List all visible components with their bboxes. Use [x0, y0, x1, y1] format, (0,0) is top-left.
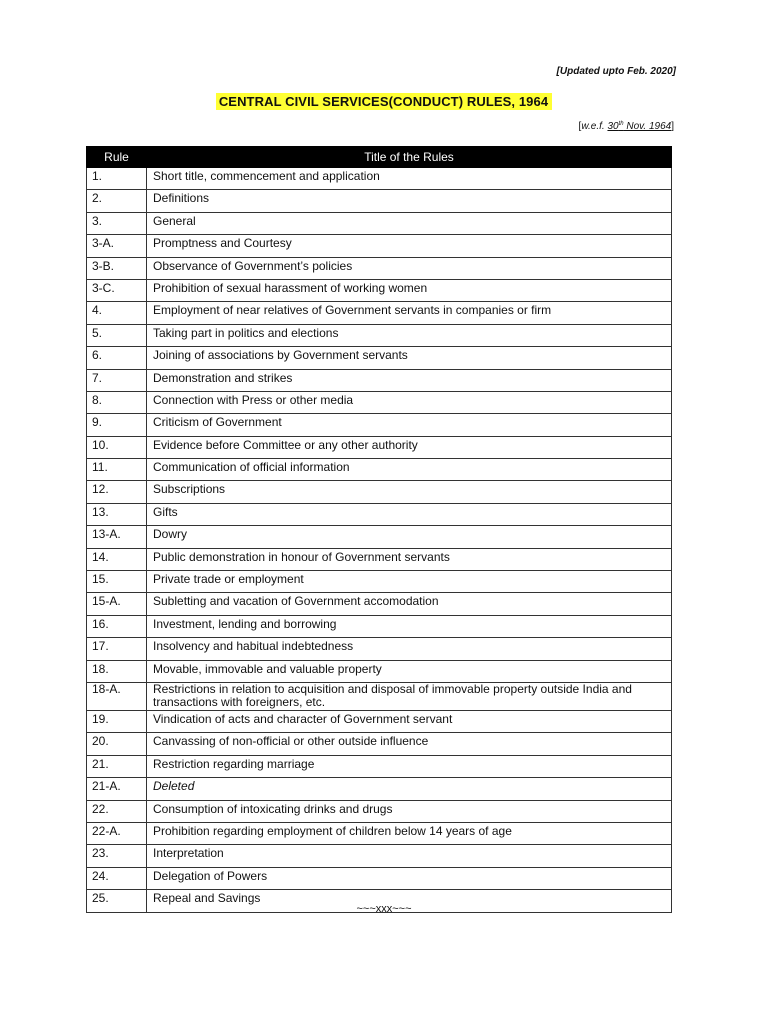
table-row — [87, 548, 672, 570]
rule-number-cell: 15-A. — [87, 593, 147, 615]
column-header-title: Title of the Rules — [147, 147, 672, 168]
rule-title-cell: Gifts — [147, 503, 672, 525]
rule-number-cell: 5. — [87, 324, 147, 346]
rule-number-cell: 1. — [87, 168, 147, 190]
rule-title-cell: Subscriptions — [147, 481, 672, 503]
rules-table-body — [87, 168, 672, 913]
table-row — [87, 302, 672, 324]
rule-title-cell: Investment, lending and borrowing — [147, 615, 672, 637]
wef-close-bracket: ] — [671, 121, 674, 132]
rule-number-cell: 3-C. — [87, 279, 147, 301]
rule-number-cell: 7. — [87, 369, 147, 391]
wef-date — [607, 121, 671, 132]
table-row — [87, 168, 672, 190]
table-row — [87, 459, 672, 481]
rule-number-cell: 6. — [87, 347, 147, 369]
table-row — [87, 615, 672, 637]
rule-title-cell: Interpretation — [147, 845, 672, 867]
rule-title-cell: Dowry — [147, 526, 672, 548]
rule-title-cell: Canvassing of non-official or other outside influence — [147, 733, 672, 755]
rule-title-cell: Evidence before Committee or any other authority — [147, 436, 672, 458]
rule-number-cell: 22. — [87, 800, 147, 822]
wef-prefix: w.e.f. — [581, 121, 605, 132]
rule-title-cell: General — [147, 212, 672, 234]
table-row — [87, 593, 672, 615]
rule-number-cell: 24. — [87, 867, 147, 889]
table-row — [87, 369, 672, 391]
rule-number-cell: 12. — [87, 481, 147, 503]
rule-number-cell: 18. — [87, 660, 147, 682]
table-row — [87, 845, 672, 867]
rule-title-cell: Consumption of intoxicating drinks and drugs — [147, 800, 672, 822]
rule-title-cell: Prohibition of sexual harassment of working women — [147, 279, 672, 301]
table-row — [87, 235, 672, 257]
rule-title-cell: Definitions — [147, 190, 672, 212]
table-header-row — [87, 147, 672, 168]
rules-table — [86, 146, 672, 913]
table-row — [87, 481, 672, 503]
updated-note: [Updated upto Feb. 2020] — [556, 66, 676, 77]
wef-day: 30 — [607, 121, 619, 132]
table-row — [87, 682, 672, 710]
rule-number-cell: 15. — [87, 571, 147, 593]
table-row — [87, 733, 672, 755]
rule-number-cell: 2. — [87, 190, 147, 212]
column-header-rule: Rule — [87, 147, 147, 168]
table-row — [87, 436, 672, 458]
rule-number-cell: 21-A. — [87, 778, 147, 800]
table-row — [87, 324, 672, 346]
table-row — [87, 347, 672, 369]
rule-title-cell: Subletting and vacation of Government accomodation — [147, 593, 672, 615]
rule-title-cell: Repeal and Savings — [147, 890, 672, 912]
table-row — [87, 190, 672, 212]
rule-number-cell: 13-A. — [87, 526, 147, 548]
rule-number-cell: 25. — [87, 890, 147, 912]
rule-title-cell: Taking part in politics and elections — [147, 324, 672, 346]
rule-number-cell: 3-A. — [87, 235, 147, 257]
rule-title-cell: Observance of Government’s policies — [147, 257, 672, 279]
rule-number-cell: 11. — [87, 459, 147, 481]
table-row — [87, 755, 672, 777]
rule-number-cell: 23. — [87, 845, 147, 867]
rule-title-cell: Private trade or employment — [147, 571, 672, 593]
wef-month-year: Nov. 1964 — [623, 121, 672, 132]
table-row — [87, 710, 672, 732]
table-row — [87, 571, 672, 593]
wef-day-suffix: th — [618, 121, 624, 127]
table-row — [87, 391, 672, 413]
rule-title-cell: Prohibition regarding employment of children below 14 years of age — [147, 822, 672, 844]
rule-number-cell: 3. — [87, 212, 147, 234]
rule-number-cell: 21. — [87, 755, 147, 777]
rule-title-cell: Connection with Press or other media — [147, 391, 672, 413]
document-title: CENTRAL CIVIL SERVICES(CONDUCT) RULES, 1964 — [216, 93, 552, 110]
rule-title-cell: Restriction regarding marriage — [147, 755, 672, 777]
rule-number-cell: 9. — [87, 414, 147, 436]
rule-title-cell: Restrictions in relation to acquisition and disposal of immovable property outside India and transactions with foreigners, etc. — [147, 682, 672, 710]
rule-number-cell: 17. — [87, 638, 147, 660]
rule-title-cell: Public demonstration in honour of Government servants — [147, 548, 672, 570]
table-row — [87, 503, 672, 525]
table-row — [87, 414, 672, 436]
table-row — [87, 822, 672, 844]
rule-title-cell: Joining of associations by Government servants — [147, 347, 672, 369]
rule-title-cell: Short title, commencement and application — [147, 168, 672, 190]
table-row — [87, 800, 672, 822]
rule-number-cell: 8. — [87, 391, 147, 413]
end-mark: ~~~xxx~~~ — [356, 903, 412, 915]
rule-title-cell: Delegation of Powers — [147, 867, 672, 889]
rule-number-cell: 4. — [87, 302, 147, 324]
table-row — [87, 279, 672, 301]
rule-title-cell: Movable, immovable and valuable property — [147, 660, 672, 682]
rule-number-cell: 10. — [87, 436, 147, 458]
table-row — [87, 660, 672, 682]
table-row — [87, 257, 672, 279]
effective-date — [579, 121, 674, 132]
rule-number-cell: 16. — [87, 615, 147, 637]
rule-title-cell: Communication of official information — [147, 459, 672, 481]
rule-number-cell: 22-A. — [87, 822, 147, 844]
table-row — [87, 778, 672, 800]
rule-title-cell: Promptness and Courtesy — [147, 235, 672, 257]
rule-title-cell: Demonstration and strikes — [147, 369, 672, 391]
table-row — [87, 212, 672, 234]
rule-number-cell: 13. — [87, 503, 147, 525]
rule-number-cell: 19. — [87, 710, 147, 732]
rule-title-cell: Insolvency and habitual indebtedness — [147, 638, 672, 660]
rule-number-cell: 20. — [87, 733, 147, 755]
wef-open-bracket: [ — [578, 121, 582, 132]
rule-title-cell: Employment of near relatives of Government servants in companies or firm — [147, 302, 672, 324]
rule-title-cell: Deleted — [147, 778, 672, 800]
rule-title-cell: Vindication of acts and character of Government servant — [147, 710, 672, 732]
rule-number-cell: 14. — [87, 548, 147, 570]
table-row — [87, 867, 672, 889]
rule-number-cell: 18-A. — [87, 682, 147, 710]
rule-title-cell: Criticism of Government — [147, 414, 672, 436]
rule-number-cell: 3-B. — [87, 257, 147, 279]
table-row — [87, 638, 672, 660]
title-wrapper — [0, 93, 768, 111]
table-row — [87, 526, 672, 548]
